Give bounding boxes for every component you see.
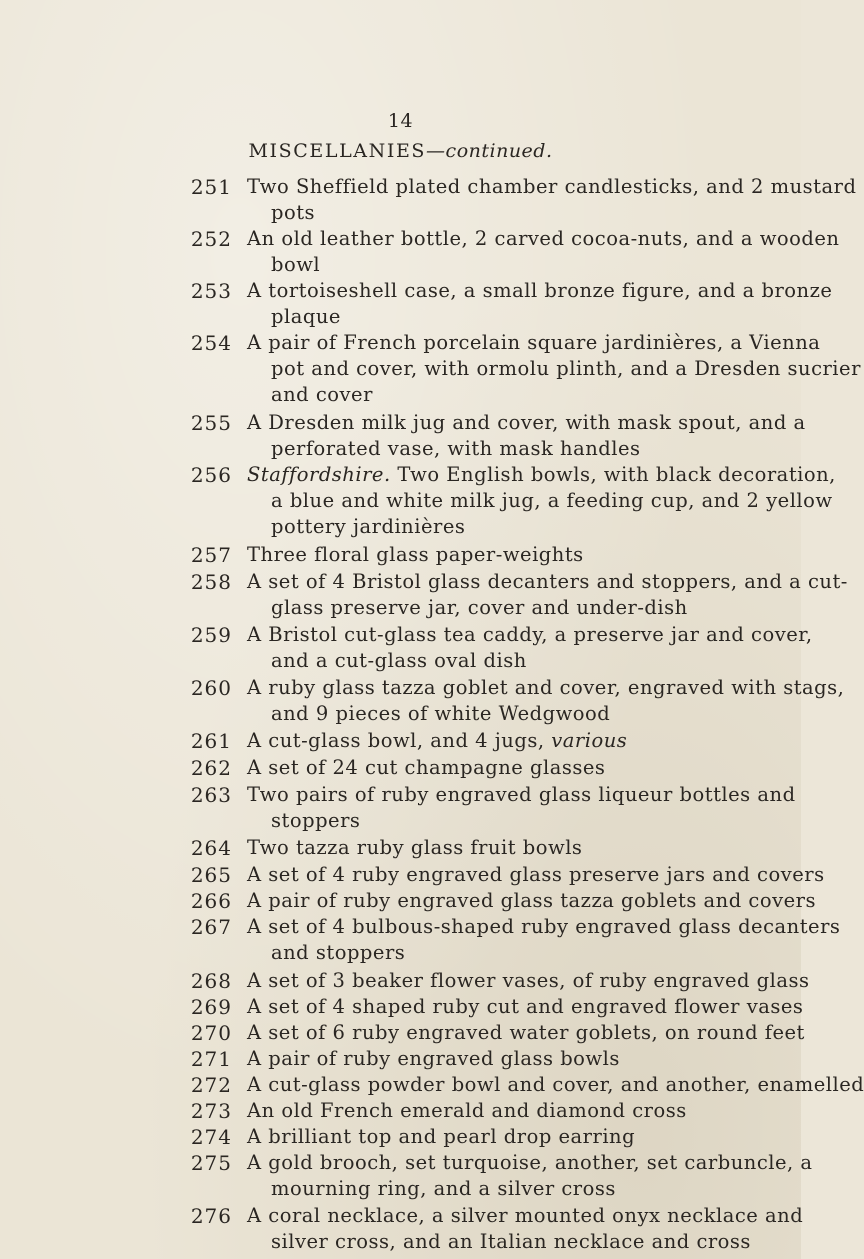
lot-number: 253 [190,279,232,303]
lot-number: 252 [190,227,232,251]
lot-line: An old leather bottle, 2 carved cocoa-nuts, and a wooden [247,227,840,250]
lot-line: stoppers [271,809,361,832]
lot-line: Two pairs of ruby engraved glass liqueur bottles and [247,783,796,806]
lot-number: 266 [190,889,232,913]
lot-line: An old French emerald and diamond cross [247,1099,687,1122]
lot-line: Two tazza ruby glass fruit bowls [247,836,583,859]
lot-line: a blue and white milk jug, a feeding cup, and 2 yellow [271,489,833,512]
lot-description [247,994,804,1020]
lot-number: 255 [190,411,232,435]
lot-line: A tortoiseshell case, a small bronze figure, and a bronze [247,279,833,302]
lot-description [247,622,813,674]
lot-description [247,462,836,540]
lot-line: A ruby glass tazza goblet and cover, engraved with stags, [247,676,845,699]
lot-line: pottery jardinières [271,515,466,538]
lot-description [247,914,841,966]
lot-number: 258 [190,570,232,594]
lot-line-text: A cut-glass bowl, and 4 jugs, [247,729,552,752]
lot-line: glass preserve jar, cover and under-dish [271,596,688,619]
lot-description [247,226,840,278]
lot-number: 274 [190,1125,232,1149]
lot-number: 275 [190,1151,232,1175]
lot-number: 254 [190,331,232,355]
lot-number: 276 [190,1204,232,1228]
lot-description [247,1124,787,1150]
lot-description [247,1072,864,1098]
lot-description [247,330,861,408]
lot-description [247,569,848,621]
lot-line: A gold brooch, set turquoise, another, set carbuncle, a [247,1151,813,1174]
lot-line: A set of 3 beaker flower vases, of ruby engraved glass [247,969,810,992]
lot-line: and stoppers [271,941,406,964]
lot-description [247,675,845,727]
lot-number: 264 [190,836,232,860]
lot-line: silver cross, and an Italian necklace and cross [271,1230,751,1253]
lot-number: 257 [190,543,232,567]
page-number: 14 [387,110,414,132]
lot-line: perforated vase, with mask handles [271,437,641,460]
lot-description [247,410,806,462]
section-continued: —continued. [426,140,553,162]
lot-number: 269 [190,995,232,1019]
lot-line: plaque [271,305,341,328]
lot-line: A pair of French porcelain square jardinières, a Vienna [247,331,821,354]
lot-line-text: Two English bowls, with black decoration, [390,463,836,486]
lot-line: A brilliant top and pearl drop earring [247,1125,636,1148]
lot-number: 272 [190,1073,232,1097]
lot-line: A set of 4 Bristol glass decanters and stoppers, and a cut- [247,570,848,593]
lot-number: 267 [190,915,232,939]
lot-description [247,1150,813,1202]
lot-description [247,728,787,754]
lot-line: and 9 pieces of white Wedgwood [271,702,611,725]
lot-line: pot and cover, with ormolu plinth, and a Dresden sucrier [271,357,861,380]
lot-description [247,782,796,834]
lot-number: 261 [190,729,232,753]
lot-line: Two Sheffield plated chamber candlesticks, and 2 mustard [247,175,857,198]
lot-line: A set of 4 ruby engraved glass preserve jars and covers [247,863,825,886]
lot-line: A Bristol cut-glass tea caddy, a preserve jar and cover, [247,623,813,646]
lot-line: A set of 24 cut champagne glasses [247,756,606,779]
lot-line: Three floral glass paper-weights [247,543,584,566]
lot-description [247,278,833,330]
lot-number: 271 [190,1047,232,1071]
lot-line [247,462,836,488]
lot-number: 265 [190,863,232,887]
lot-description [247,755,787,781]
lot-line: A set of 4 shaped ruby cut and engraved flower vases [247,995,804,1018]
lot-description [247,1098,787,1124]
lot-number: 262 [190,756,232,780]
lot-number: 260 [190,676,232,700]
lot-description [247,968,810,994]
lot-description [247,888,816,914]
lot-description [247,1046,787,1072]
lot-description [247,862,825,888]
lot-line: and a cut-glass oval dish [271,649,527,672]
lot-number: 270 [190,1021,232,1045]
lot-line: A pair of ruby engraved glass tazza goblets and covers [247,889,816,912]
lot-line: A cut-glass powder bowl and cover, and another, enamelled [247,1073,864,1096]
lot-number: 256 [190,463,232,487]
lot-description [247,835,787,861]
lot-line: A set of 6 ruby engraved water goblets, on round feet [247,1021,805,1044]
lot-line: A Dresden milk jug and cover, with mask spout, and a [247,411,806,434]
lot-line: mourning ring, and a silver cross [271,1177,616,1200]
lot-description [247,174,857,226]
lot-line: A pair of ruby engraved glass bowls [247,1047,620,1070]
lot-line: A set of 4 bulbous-shaped ruby engraved glass decanters [247,915,841,938]
lot-line: pots [271,201,316,224]
lot-number: 259 [190,623,232,647]
lot-description [247,1020,805,1046]
lot-line: bowl [271,253,321,276]
lot-number: 263 [190,783,232,807]
lot-line [247,728,787,754]
lot-description [247,1203,804,1255]
lot-line: A coral necklace, a silver mounted onyx necklace and [247,1204,804,1227]
section-heading [0,140,801,162]
lot-tail-italic: various [551,729,628,752]
section-title: MISCELLANIES [248,140,427,162]
lot-line: and cover [271,383,373,406]
lot-description [247,542,787,568]
lot-number: 251 [190,175,232,199]
lot-number: 273 [190,1099,232,1123]
lot-number: 268 [190,969,232,993]
lot-lead-italic: Staffordshire. [247,463,391,486]
